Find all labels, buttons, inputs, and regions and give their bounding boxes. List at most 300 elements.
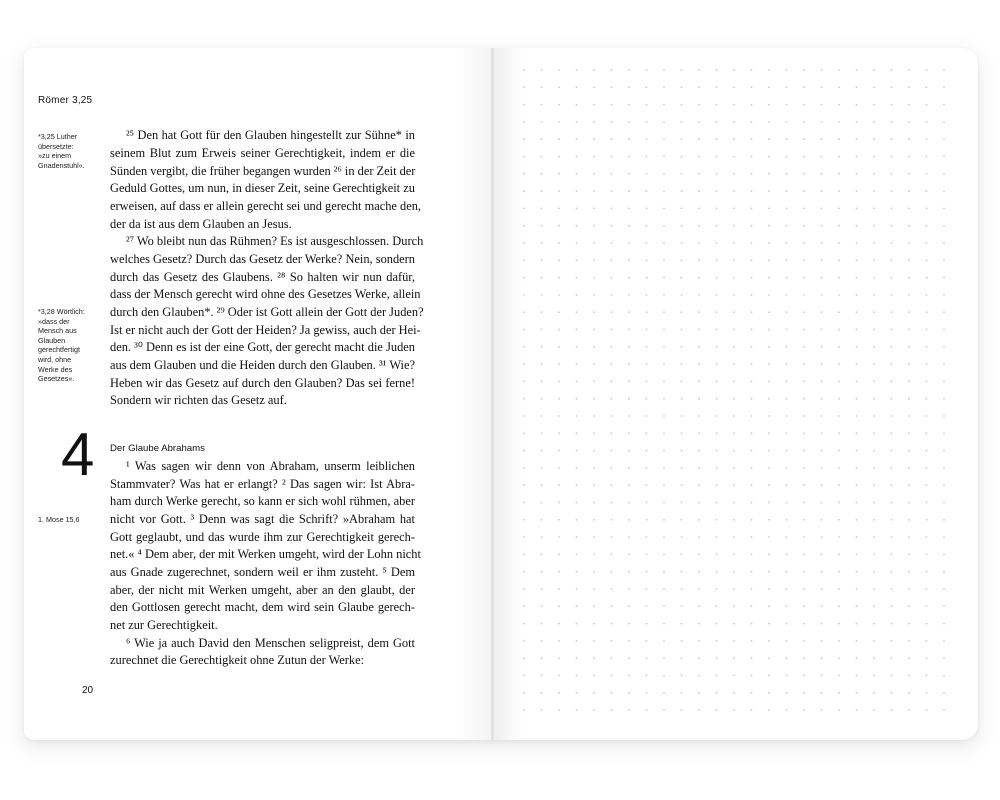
grid-dot — [786, 86, 788, 88]
grid-dot — [908, 484, 910, 486]
grid-dot — [681, 640, 683, 642]
grid-dot — [663, 277, 665, 279]
grid-dot — [908, 225, 910, 227]
grid-dot — [681, 484, 683, 486]
dot-grid — [522, 68, 962, 718]
grid-dot — [698, 467, 700, 469]
grid-dot — [523, 519, 525, 521]
grid-dot — [891, 156, 893, 158]
grid-dot — [576, 536, 578, 538]
grid-dot — [593, 294, 595, 296]
grid-dot — [646, 484, 648, 486]
grid-dot — [891, 277, 893, 279]
grid-dot — [611, 519, 613, 521]
grid-dot — [803, 692, 805, 694]
grid-dot — [891, 346, 893, 348]
grid-dot — [541, 415, 543, 417]
text-line: durch den Glauben*. ²⁹ Oder ist Gott allein der Gott der Juden? — [110, 305, 424, 319]
grid-dot — [926, 69, 928, 71]
grid-dot — [786, 692, 788, 694]
grid-dot — [803, 329, 805, 331]
grid-dot — [943, 363, 945, 365]
grid-dot — [558, 259, 560, 261]
grid-dot — [611, 277, 613, 279]
text-line: seinem Blut zum Erweis seiner Gerechtigkeit, indem er die — [110, 146, 415, 160]
grid-dot — [716, 554, 718, 556]
grid-dot — [541, 381, 543, 383]
grid-dot — [733, 156, 735, 158]
grid-dot — [733, 588, 735, 590]
grid-dot — [891, 640, 893, 642]
grid-dot — [856, 311, 858, 313]
grid-dot — [943, 450, 945, 452]
grid-dot — [663, 709, 665, 711]
grid-dot — [558, 554, 560, 556]
grid-dot — [716, 675, 718, 677]
text-line: Stammvater? Was hat er erlangt? ² Das sagen wir: Ist Abra- — [110, 477, 415, 491]
grid-dot — [628, 156, 630, 158]
grid-dot — [681, 709, 683, 711]
grid-dot — [943, 536, 945, 538]
grid-dot — [803, 571, 805, 573]
grid-dot — [663, 156, 665, 158]
text-line: aus dem Glauben und die Heiden durch den Glauben. ³¹ Wie? — [110, 358, 415, 372]
right-page-dot-grid — [494, 48, 978, 740]
grid-dot — [926, 554, 928, 556]
grid-dot — [558, 432, 560, 434]
grid-dot — [838, 519, 840, 521]
grid-dot — [856, 502, 858, 504]
grid-dot — [751, 329, 753, 331]
grid-dot — [698, 536, 700, 538]
grid-dot — [768, 450, 770, 452]
grid-dot — [541, 208, 543, 210]
grid-dot — [646, 450, 648, 452]
grid-dot — [698, 432, 700, 434]
text-line: durch das Gesetz des Glaubens. ²⁸ So halten wir nun dafür, — [110, 270, 415, 284]
grid-dot — [716, 277, 718, 279]
grid-dot — [838, 311, 840, 313]
page-number: 20 — [82, 685, 94, 696]
grid-dot — [891, 86, 893, 88]
grid-dot — [593, 675, 595, 677]
grid-dot — [628, 571, 630, 573]
text-line: dass der Mensch gerecht wird ohne des Gesetzes Werke, allein — [110, 287, 421, 301]
grid-dot — [873, 640, 875, 642]
grid-dot — [821, 415, 823, 417]
grid-dot — [628, 69, 630, 71]
grid-dot — [926, 173, 928, 175]
grid-dot — [733, 311, 735, 313]
grid-dot — [821, 173, 823, 175]
grid-dot — [786, 121, 788, 123]
grid-dot — [751, 208, 753, 210]
grid-dot — [891, 294, 893, 296]
grid-dot — [751, 225, 753, 227]
grid-dot — [821, 381, 823, 383]
grid-dot — [926, 709, 928, 711]
grid-dot — [611, 554, 613, 556]
grid-dot — [733, 138, 735, 140]
grid-dot — [646, 640, 648, 642]
grid-dot — [698, 709, 700, 711]
grid-dot — [838, 450, 840, 452]
grid-dot — [786, 381, 788, 383]
grid-dot — [838, 190, 840, 192]
grid-dot — [593, 502, 595, 504]
grid-dot — [751, 692, 753, 694]
grid-dot — [856, 554, 858, 556]
grid-dot — [821, 692, 823, 694]
grid-dot — [768, 623, 770, 625]
grid-dot — [873, 450, 875, 452]
grid-dot — [663, 242, 665, 244]
grid-dot — [768, 432, 770, 434]
grid-dot — [908, 432, 910, 434]
grid-dot — [891, 225, 893, 227]
grid-dot — [856, 381, 858, 383]
grid-dot — [926, 432, 928, 434]
grid-dot — [926, 86, 928, 88]
grid-dot — [821, 138, 823, 140]
grid-dot — [838, 138, 840, 140]
grid-dot — [541, 536, 543, 538]
grid-dot — [716, 121, 718, 123]
grid-dot — [576, 259, 578, 261]
grid-dot — [768, 415, 770, 417]
grid-dot — [576, 502, 578, 504]
grid-dot — [838, 605, 840, 607]
grid-dot — [523, 554, 525, 556]
grid-dot — [786, 675, 788, 677]
grid-dot — [523, 484, 525, 486]
grid-dot — [716, 363, 718, 365]
grid-dot — [891, 588, 893, 590]
grid-dot — [786, 225, 788, 227]
grid-dot — [611, 121, 613, 123]
grid-dot — [768, 86, 770, 88]
open-notebook-spread — [24, 48, 978, 740]
grid-dot — [803, 554, 805, 556]
grid-dot — [891, 502, 893, 504]
grid-dot — [786, 536, 788, 538]
grid-dot — [558, 692, 560, 694]
grid-dot — [523, 311, 525, 313]
grid-dot — [908, 121, 910, 123]
grid-dot — [681, 554, 683, 556]
grid-dot — [628, 554, 630, 556]
grid-dot — [593, 156, 595, 158]
grid-dot — [541, 138, 543, 140]
grid-dot — [716, 709, 718, 711]
grid-dot — [628, 709, 630, 711]
text-line: aus Gnade zugerechnet, sondern weil er ihm zusteht. ⁵ Dem — [110, 565, 415, 579]
grid-dot — [926, 519, 928, 521]
grid-dot — [768, 294, 770, 296]
grid-dot — [943, 294, 945, 296]
grid-dot — [856, 294, 858, 296]
grid-dot — [768, 484, 770, 486]
grid-dot — [821, 484, 823, 486]
grid-dot — [838, 329, 840, 331]
grid-dot — [681, 450, 683, 452]
grid-dot — [908, 502, 910, 504]
grid-dot — [821, 69, 823, 71]
grid-dot — [856, 86, 858, 88]
grid-dot — [768, 311, 770, 313]
grid-dot — [541, 156, 543, 158]
grid-dot — [576, 363, 578, 365]
grid-dot — [803, 502, 805, 504]
grid-dot — [576, 86, 578, 88]
grid-dot — [786, 398, 788, 400]
grid-dot — [681, 432, 683, 434]
grid-dot — [751, 363, 753, 365]
grid-dot — [908, 450, 910, 452]
text-line: welches Gesetz? Durch das Gesetz der Werke? Nein, sondern — [110, 252, 415, 266]
grid-dot — [768, 554, 770, 556]
grid-dot — [926, 450, 928, 452]
grid-dot — [681, 311, 683, 313]
grid-dot — [646, 69, 648, 71]
grid-dot — [646, 657, 648, 659]
grid-dot — [821, 536, 823, 538]
grid-dot — [523, 467, 525, 469]
grid-dot — [786, 657, 788, 659]
grid-dot — [733, 294, 735, 296]
grid-dot — [908, 311, 910, 313]
grid-dot — [768, 242, 770, 244]
grid-dot — [628, 242, 630, 244]
grid-dot — [803, 86, 805, 88]
grid-dot — [611, 242, 613, 244]
grid-dot — [751, 605, 753, 607]
grid-dot — [943, 208, 945, 210]
grid-dot — [891, 398, 893, 400]
grid-dot — [751, 69, 753, 71]
grid-dot — [803, 588, 805, 590]
grid-dot — [558, 657, 560, 659]
grid-dot — [558, 398, 560, 400]
grid-dot — [541, 571, 543, 573]
grid-dot — [523, 709, 525, 711]
grid-dot — [873, 104, 875, 106]
grid-dot — [838, 346, 840, 348]
grid-dot — [768, 346, 770, 348]
grid-dot — [541, 467, 543, 469]
grid-dot — [716, 484, 718, 486]
grid-dot — [698, 415, 700, 417]
grid-dot — [681, 692, 683, 694]
section-heading: Der Glaube Abrahams — [110, 443, 205, 454]
grid-dot — [803, 657, 805, 659]
grid-dot — [926, 277, 928, 279]
grid-dot — [856, 519, 858, 521]
grid-dot — [558, 190, 560, 192]
margin-note-cross-reference: 1. Mose 15,6 — [38, 515, 80, 524]
grid-dot — [593, 605, 595, 607]
grid-dot — [733, 346, 735, 348]
grid-dot — [908, 519, 910, 521]
grid-dot — [803, 190, 805, 192]
grid-dot — [523, 173, 525, 175]
grid-dot — [558, 242, 560, 244]
grid-dot — [663, 536, 665, 538]
grid-dot — [663, 398, 665, 400]
grid-dot — [908, 623, 910, 625]
grid-dot — [611, 363, 613, 365]
grid-dot — [926, 640, 928, 642]
grid-dot — [628, 311, 630, 313]
grid-dot — [611, 225, 613, 227]
grid-dot — [821, 519, 823, 521]
grid-dot — [681, 208, 683, 210]
grid-dot — [856, 363, 858, 365]
grid-dot — [628, 519, 630, 521]
grid-dot — [786, 242, 788, 244]
grid-dot — [628, 502, 630, 504]
grid-dot — [733, 692, 735, 694]
grid-dot — [908, 536, 910, 538]
grid-dot — [821, 363, 823, 365]
grid-dot — [803, 381, 805, 383]
grid-dot — [733, 467, 735, 469]
grid-dot — [803, 484, 805, 486]
grid-dot — [821, 242, 823, 244]
grid-dot — [768, 519, 770, 521]
grid-dot — [611, 467, 613, 469]
grid-dot — [611, 536, 613, 538]
grid-dot — [751, 519, 753, 521]
grid-dot — [628, 398, 630, 400]
grid-dot — [786, 432, 788, 434]
grid-dot — [663, 381, 665, 383]
grid-dot — [611, 450, 613, 452]
grid-dot — [681, 605, 683, 607]
grid-dot — [821, 346, 823, 348]
grid-dot — [838, 657, 840, 659]
grid-dot — [856, 104, 858, 106]
grid-dot — [733, 259, 735, 261]
grid-dot — [523, 156, 525, 158]
grid-dot — [681, 69, 683, 71]
grid-dot — [856, 709, 858, 711]
grid-dot — [541, 605, 543, 607]
grid-dot — [786, 173, 788, 175]
grid-dot — [681, 415, 683, 417]
grid-dot — [681, 519, 683, 521]
grid-dot — [593, 450, 595, 452]
grid-dot — [838, 259, 840, 261]
grid-dot — [856, 432, 858, 434]
grid-dot — [663, 519, 665, 521]
grid-dot — [751, 381, 753, 383]
grid-dot — [821, 208, 823, 210]
grid-dot — [733, 657, 735, 659]
grid-dot — [523, 363, 525, 365]
grid-dot — [628, 657, 630, 659]
grid-dot — [611, 69, 613, 71]
grid-dot — [733, 554, 735, 556]
grid-dot — [821, 450, 823, 452]
grid-dot — [838, 692, 840, 694]
grid-dot — [523, 242, 525, 244]
grid-dot — [646, 605, 648, 607]
grid-dot — [558, 640, 560, 642]
grid-dot — [523, 277, 525, 279]
grid-dot — [541, 709, 543, 711]
grid-dot — [663, 588, 665, 590]
grid-dot — [716, 536, 718, 538]
grid-dot — [681, 294, 683, 296]
grid-dot — [751, 640, 753, 642]
grid-dot — [891, 554, 893, 556]
grid-dot — [768, 657, 770, 659]
grid-dot — [926, 121, 928, 123]
grid-dot — [751, 536, 753, 538]
grid-dot — [646, 467, 648, 469]
grid-dot — [943, 138, 945, 140]
grid-dot — [873, 242, 875, 244]
grid-dot — [663, 69, 665, 71]
grid-dot — [523, 398, 525, 400]
grid-dot — [926, 259, 928, 261]
grid-dot — [926, 225, 928, 227]
grid-dot — [628, 467, 630, 469]
grid-dot — [628, 329, 630, 331]
grid-dot — [523, 259, 525, 261]
grid-dot — [891, 657, 893, 659]
grid-dot — [733, 709, 735, 711]
grid-dot — [768, 398, 770, 400]
grid-dot — [768, 69, 770, 71]
grid-dot — [611, 692, 613, 694]
grid-dot — [926, 415, 928, 417]
grid-dot — [751, 502, 753, 504]
grid-dot — [768, 536, 770, 538]
grid-dot — [576, 381, 578, 383]
grid-dot — [786, 104, 788, 106]
text-line: der da ist aus dem Glauben an Jesus. — [110, 217, 292, 231]
grid-dot — [926, 311, 928, 313]
grid-dot — [908, 554, 910, 556]
grid-dot — [523, 190, 525, 192]
grid-dot — [523, 121, 525, 123]
grid-dot — [873, 571, 875, 573]
grid-dot — [768, 571, 770, 573]
grid-dot — [943, 190, 945, 192]
grid-dot — [908, 104, 910, 106]
grid-dot — [821, 709, 823, 711]
grid-dot — [716, 259, 718, 261]
grid-dot — [768, 640, 770, 642]
grid-dot — [786, 623, 788, 625]
grid-dot — [873, 381, 875, 383]
grid-dot — [821, 588, 823, 590]
grid-dot — [926, 242, 928, 244]
grid-dot — [523, 432, 525, 434]
grid-dot — [716, 432, 718, 434]
grid-dot — [541, 173, 543, 175]
grid-dot — [908, 208, 910, 210]
grid-dot — [558, 294, 560, 296]
grid-dot — [908, 571, 910, 573]
grid-dot — [926, 536, 928, 538]
grid-dot — [768, 173, 770, 175]
grid-dot — [663, 294, 665, 296]
grid-dot — [891, 605, 893, 607]
grid-dot — [821, 432, 823, 434]
